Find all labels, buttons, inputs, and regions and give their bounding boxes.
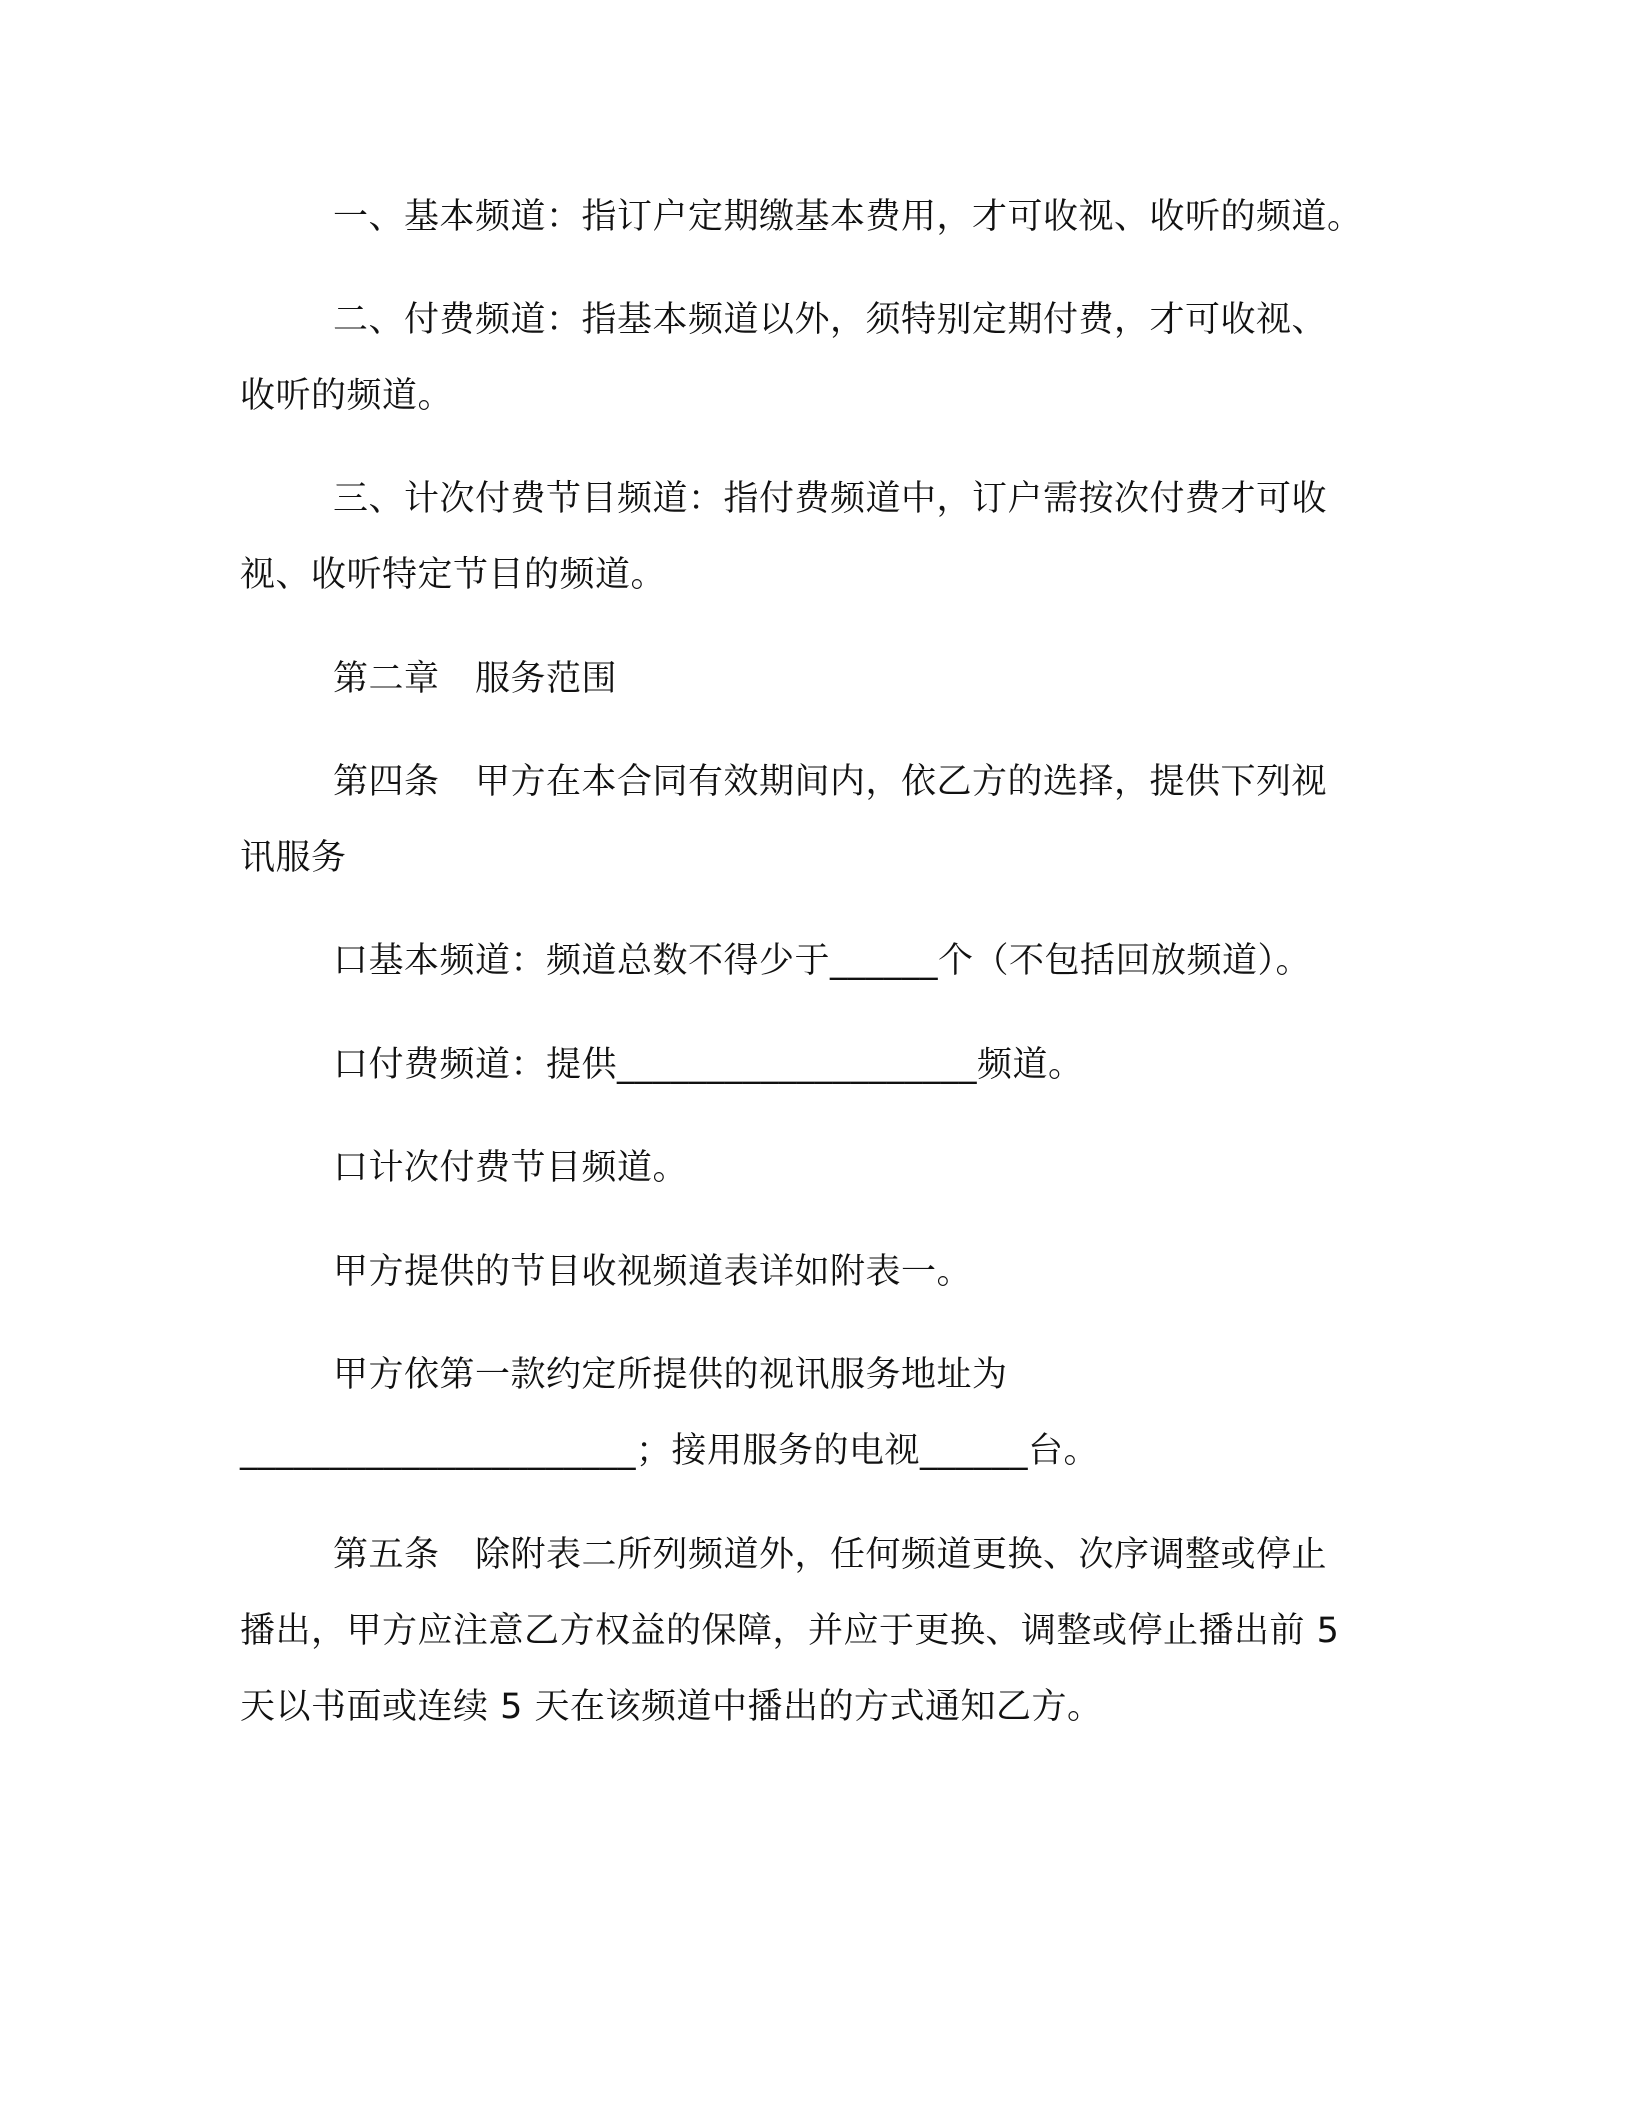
service-address-blank: ______________________；接用服务的电视______台。	[240, 1431, 1100, 1471]
definition-ppv-channel-cont: 视、收听特定节目的频道。	[240, 555, 667, 595]
definition-paid-channel: 二、付费频道：指基本频道以外，须特别定期付费，才可收视、	[333, 300, 1328, 340]
definition-basic-channel: 一、基本频道：指订户定期缴基本费用，才可收视、收听的频道。	[333, 197, 1363, 237]
service-address-clause: 甲方依第一款约定所提供的视讯服务地址为	[333, 1355, 1008, 1395]
option-paid-channel: 口付费频道：提供____________________频道。	[333, 1045, 1084, 1085]
article-four-cont: 讯服务	[240, 838, 347, 878]
article-five-cont-1: 播出，甲方应注意乙方权益的保障，并应于更换、调整或停止播出前 5	[240, 1611, 1340, 1651]
article-five: 第五条 除附表二所列频道外，任何频道更换、次序调整或停止	[333, 1535, 1328, 1575]
option-basic-channel: 口基本频道：频道总数不得少于______个（不包括回放频道）。	[333, 941, 1312, 981]
article-four: 第四条 甲方在本合同有效期间内，依乙方的选择，提供下列视	[333, 762, 1328, 802]
channel-list-note: 甲方提供的节目收视频道表详如附表一。	[333, 1252, 973, 1292]
definition-paid-channel-cont: 收听的频道。	[240, 376, 454, 416]
option-ppv-channel: 口计次付费节目频道。	[333, 1148, 689, 1188]
chapter-heading: 第二章 服务范围	[333, 659, 618, 699]
article-five-cont-2: 天以书面或连续 5 天在该频道中播出的方式通知乙方。	[240, 1687, 1103, 1727]
definition-ppv-channel: 三、计次付费节目频道：指付费频道中，订户需按次付费才可收	[333, 479, 1328, 519]
